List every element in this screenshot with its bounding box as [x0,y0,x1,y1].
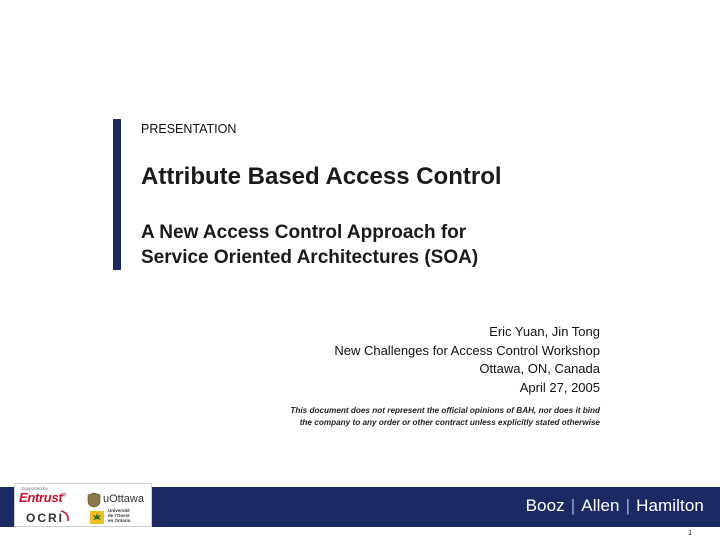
uottawa-sub-line-2: de l'Ouest [108,513,130,518]
uottawa-sub-line-1: Université [108,508,130,513]
ocri-logo: OCRI [26,511,64,525]
disclaimer-line-1: This document does not represent the official opinions of BAH, nor does it bind [290,406,600,415]
bah-word-booz: Booz [525,496,565,515]
disclaimer [290,405,600,429]
event-name: New Challenges for Access Control Workshop [334,342,600,358]
slide-title: Attribute Based Access Control [141,163,502,190]
uottawa-sub-line-3: en Ontario [108,518,131,523]
author-block [334,323,600,397]
presentation-label: PRESENTATION [141,122,237,136]
accent-bar [113,119,121,270]
sponsor-logos [14,483,152,527]
subtitle-line-1: A New Access Control Approach for [141,222,467,243]
event-location: Ottawa, ON, Canada [479,361,600,376]
authors: Eric Yuan, Jin Tong [489,324,600,339]
uottawa-subtext [108,508,131,523]
slide-subtitle [141,220,478,270]
booz-allen-hamilton-logo: Booz | Allen | Hamilton [525,496,704,515]
ocri-swoosh-icon [59,509,71,523]
bah-word-allen: Allen [581,496,620,515]
supported-by-label: Supported by [21,486,48,491]
entrust-text: Entrust [19,490,63,505]
franco-leaf-icon [90,511,104,524]
event-date: April 27, 2005 [519,379,600,395]
disclaimer-line-2: the company to any order or other contract unless explicitly stated otherwise [299,418,600,427]
uottawa-logo: uOttawa [103,493,144,505]
bah-word-hamilton: Hamilton [636,496,704,515]
entrust-logo: Entrust® [19,490,66,505]
page-number: 1 [688,530,692,537]
subtitle-line-2: Service Oriented Architectures (SOA) [141,247,479,268]
uottawa-crest-icon [87,492,101,508]
